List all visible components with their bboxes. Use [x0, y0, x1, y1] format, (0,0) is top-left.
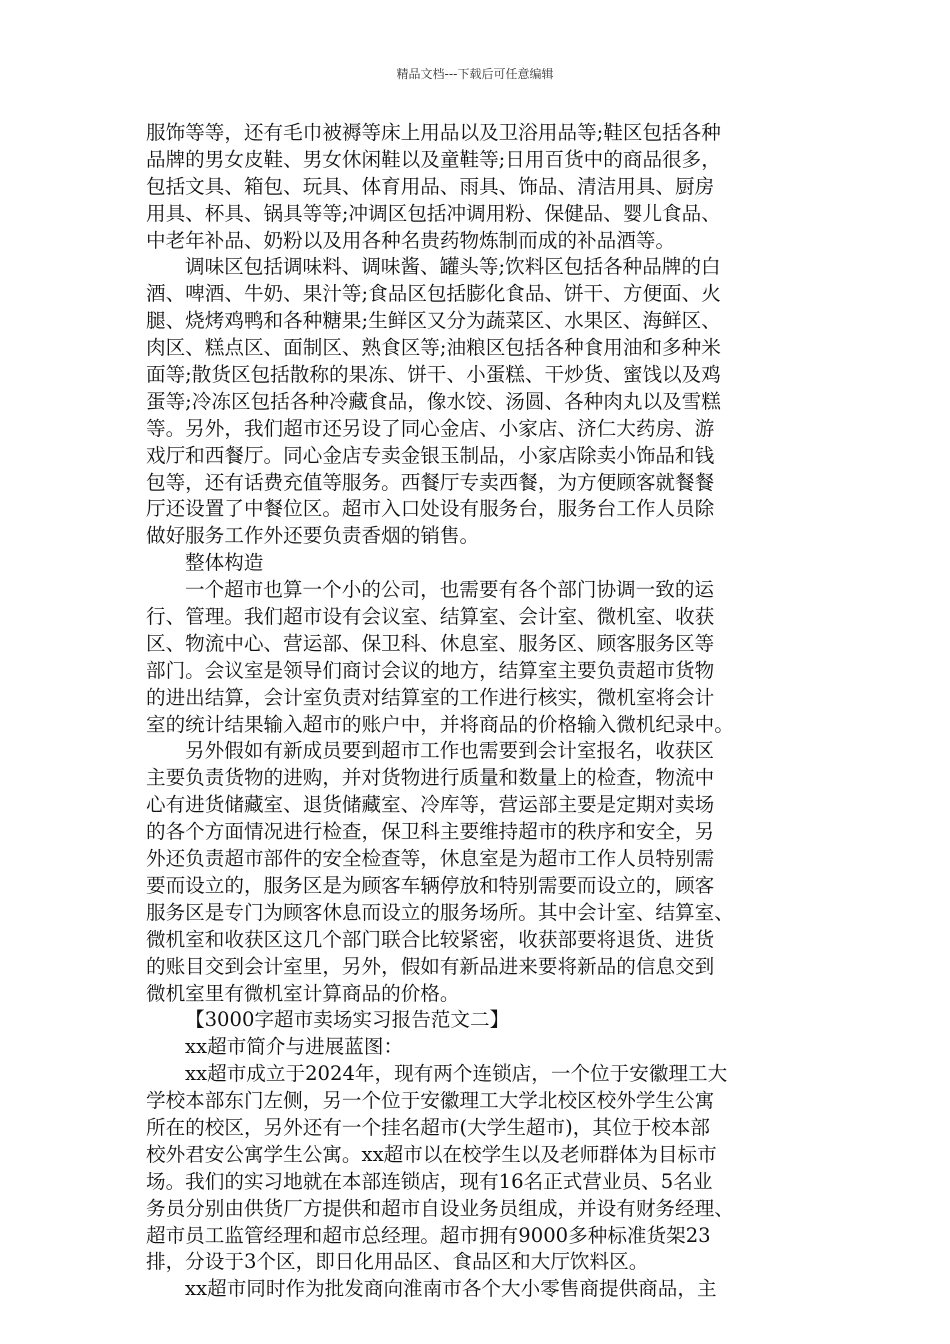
- text-line: 务员分别由供货厂方提供和超市自设业务员组成，并设有财务经理、: [146, 1196, 734, 1220]
- page-header: 精品文档---下载后可任意编辑: [396, 67, 554, 81]
- text-line: 主要负责货物的进购，并对货物进行质量和数量上的检查，物流中: [146, 766, 715, 790]
- text-line: 酒、啤酒、牛奶、果汁等;食品区包括膨化食品、饼干、方便面、火: [146, 282, 721, 306]
- text-line: 肉区、糕点区、面制区、熟食区等;油粮区包括各种食用油和多种米: [146, 336, 721, 360]
- text-line: 服务区是专门为顾客休息而设立的服务场所。其中会计室、结算室、: [146, 900, 734, 924]
- text-line: 外还负责超市部件的安全检查等，休息室是为超市工作人员特别需: [146, 847, 715, 871]
- text-line: 心有进货储藏室、退货储藏室、冷库等，营运部主要是定期对卖场: [146, 793, 715, 817]
- text-line: 包等，还有话费充值等服务。西餐厅专卖西餐，为方便顾客就餐餐: [146, 470, 715, 494]
- text-line: 蛋等;冷冻区包括各种冷藏食品，像水饺、汤圆、各种肉丸以及雪糕: [146, 389, 721, 413]
- text-line: xx超市简介与进展蓝图：: [185, 1035, 404, 1059]
- text-line: 微机室里有微机室计算商品的价格。: [146, 981, 460, 1005]
- text-line: 整体构造: [185, 551, 264, 575]
- text-line: 用具、杯具、锅具等等;冲调区包括冲调用粉、保健品、婴儿食品、: [146, 201, 721, 225]
- text-line: 行、管理。我们超市设有会议室、结算室、会计室、微机室、收获: [146, 605, 715, 629]
- text-line: 学校本部东门左侧，另一个位于安徽理工大学北校区校外学生公寓: [146, 1089, 715, 1113]
- text-line: 服饰等等，还有毛巾被褥等床上用品以及卫浴用品等;鞋区包括各种: [146, 121, 721, 144]
- text-line: 排，分设于3个区，即日化用品区、食品区和大厅饮料区。: [146, 1250, 649, 1274]
- text-line: 场。我们的实习地就在本部连锁店，现有16名正式营业员、5名业: [146, 1169, 713, 1193]
- text-line: 超市员工监管经理和超市总经理。超市拥有9000多种标准货架23: [146, 1223, 711, 1247]
- document-body: [146, 120, 806, 1303]
- text-line: 【3000字超市卖场实习报告范文二】: [185, 1008, 510, 1032]
- text-line: 厅还设置了中餐位区。超市入口处设有服务台，服务台工作人员除: [146, 497, 715, 521]
- text-line: 的账目交到会计室里，另外，假如有新品进来要将新品的信息交到: [146, 954, 715, 978]
- text-line: 调味区包括调味料、调味酱、罐头等;饮料区包括各种品牌的白: [185, 255, 721, 279]
- text-line: 等。另外，我们超市还另设了同心金店、小家店、济仁大药房、游: [146, 416, 715, 440]
- text-line: 腿、烧烤鸡鸭和各种糖果;生鲜区又分为蔬菜区、水果区、海鲜区、: [146, 309, 721, 333]
- text-line: xx超市同时作为批发商向淮南市各个大小零售商提供商品，主: [185, 1277, 717, 1301]
- text-line: 的进出结算，会计室负责对结算室的工作进行核实，微机室将会计: [146, 685, 715, 709]
- text-line: 部门。会议室是领导们商讨会议的地方，结算室主要负责超市货物: [146, 658, 715, 682]
- text-line: 的各个方面情况进行检查，保卫科主要维持超市的秩序和安全，另: [146, 820, 715, 844]
- text-line: 区、物流中心、营运部、保卫科、休息室、服务区、顾客服务区等: [146, 631, 715, 655]
- text-line: 戏厅和西餐厅。同心金店专卖金银玉制品，小家店除卖小饰品和钱: [146, 443, 715, 467]
- text-line: 一个超市也算一个小的公司，也需要有各个部门协调一致的运: [185, 578, 715, 602]
- text-line: 品牌的男女皮鞋、男女休闲鞋以及童鞋等;日用百货中的商品很多，: [146, 147, 721, 171]
- text-line: 另外假如有新成员要到超市工作也需要到会计室报名，收获区: [185, 739, 715, 763]
- text-line: 室的统计结果输入超市的账户中，并将商品的价格输入微机纪录中。: [146, 712, 734, 736]
- text-line: 要而设立的，服务区是为顾客车辆停放和特别需要而设立的，顾客: [146, 873, 715, 897]
- text-line: 所在的校区，另外还有一个挂名超市(大学生超市)，其位于校本部: [146, 1115, 710, 1139]
- text-line: 中老年补品、奶粉以及用各种名贵药物炼制而成的补品酒等。: [146, 228, 676, 252]
- text-line: xx超市成立于2024年，现有两个连锁店，一个位于安徽理工大: [185, 1062, 728, 1086]
- text-line: 包括文具、箱包、玩具、体育用品、雨具、饰品、清洁用具、厨房: [146, 174, 715, 198]
- text-line: 校外君安公寓学生公寓。xx超市以在校学生以及老师群体为目标市: [146, 1142, 717, 1166]
- text-line: 微机室和收获区这几个部门联合比较紧密，收获部要将退货、进货: [146, 927, 715, 951]
- text-line: 做好服务工作外还要负责香烟的销售。: [146, 524, 480, 548]
- text-line: 面等;散货区包括散称的果冻、饼干、小蛋糕、干炒货、蜜饯以及鸡: [146, 363, 721, 387]
